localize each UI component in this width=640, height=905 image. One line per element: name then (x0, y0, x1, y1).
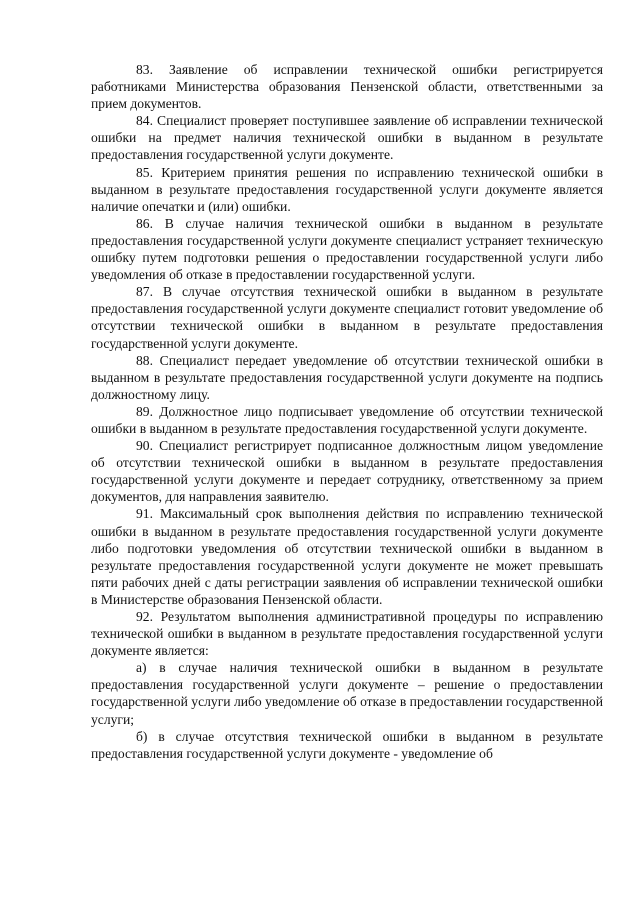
paragraph-91: 91. Максимальный срок выполнения действия по исправлению технической ошибки в выданном в результате предоставления государственной услуги документе либо подготовки уведомления об отсутствии технической ошибки в выданном в результате предоставления государственной услуги документе не может превышать пяти рабочих дней с даты регистрации заявления об исправлении технической ошибки в Министерстве образования Пензенской области. (91, 506, 603, 607)
paragraph-83: 83. Заявление об исправлении технической ошибки регистрируется работниками Министерства образования Пензенской области, ответственными за прием документов. (91, 62, 603, 112)
paragraph-87: 87. В случае отсутствия технической ошибки в выданном в результате предоставления государственной услуги документе специалист готовит уведомление об отсутствии технической ошибки в выданном в результате предоставления государственной услуги документе. (91, 284, 603, 351)
paragraph-86: 86. В случае наличия технической ошибки в выданном в результате предоставления государственной услуги документе специалист устраняет техническую ошибку путем подготовки решения о предоставлении государственной услуги либо уведомления об отказе в предоставлении государственной услуги. (91, 215, 603, 283)
paragraph-92-a: а) в случае наличия технической ошибки в выданном в результате предоставления государственной услуги документе – решение о предоставлении государственной услуги либо уведомление об отказе в предоставлении государственной услуги; (91, 660, 603, 727)
paragraph-89: 89. Должностное лицо подписывает уведомление об отсутствии технической ошибки в выданном в результате предоставления государственной услуги документе. (91, 403, 603, 436)
paragraph-92-b: б) в случае отсутствия технической ошибки в выданном в результате предоставления государственной услуги документе - уведомление об (91, 728, 603, 761)
paragraph-92: 92. Результатом выполнения административной процедуры по исправлению технической ошибки в выданном в результате предоставления государственной услуги документе является: (91, 609, 603, 659)
paragraph-84: 84. Специалист проверяет поступившее заявление об исправлении технической ошибки на предмет наличия технической ошибки в выданном в результате предоставления государственной услуги документе. (91, 113, 603, 163)
document-page (91, 61, 603, 762)
paragraph-88: 88. Специалист передает уведомление об отсутствии технической ошибки в выданном в результате предоставления государственной услуги документе на подпись должностному лицу. (91, 352, 603, 402)
paragraph-90: 90. Специалист регистрирует подписанное должностным лицом уведомление об отсутствии технической ошибки в выданном в результате предоставления государственной услуги документе и передает сотруднику, ответственному за прием документов, для направления заявителю. (91, 438, 603, 505)
paragraph-85: 85. Критерием принятия решения по исправлению технической ошибки в выданном в результате предоставления государственной услуги документе является наличие опечатки и (или) ошибки. (91, 164, 603, 214)
